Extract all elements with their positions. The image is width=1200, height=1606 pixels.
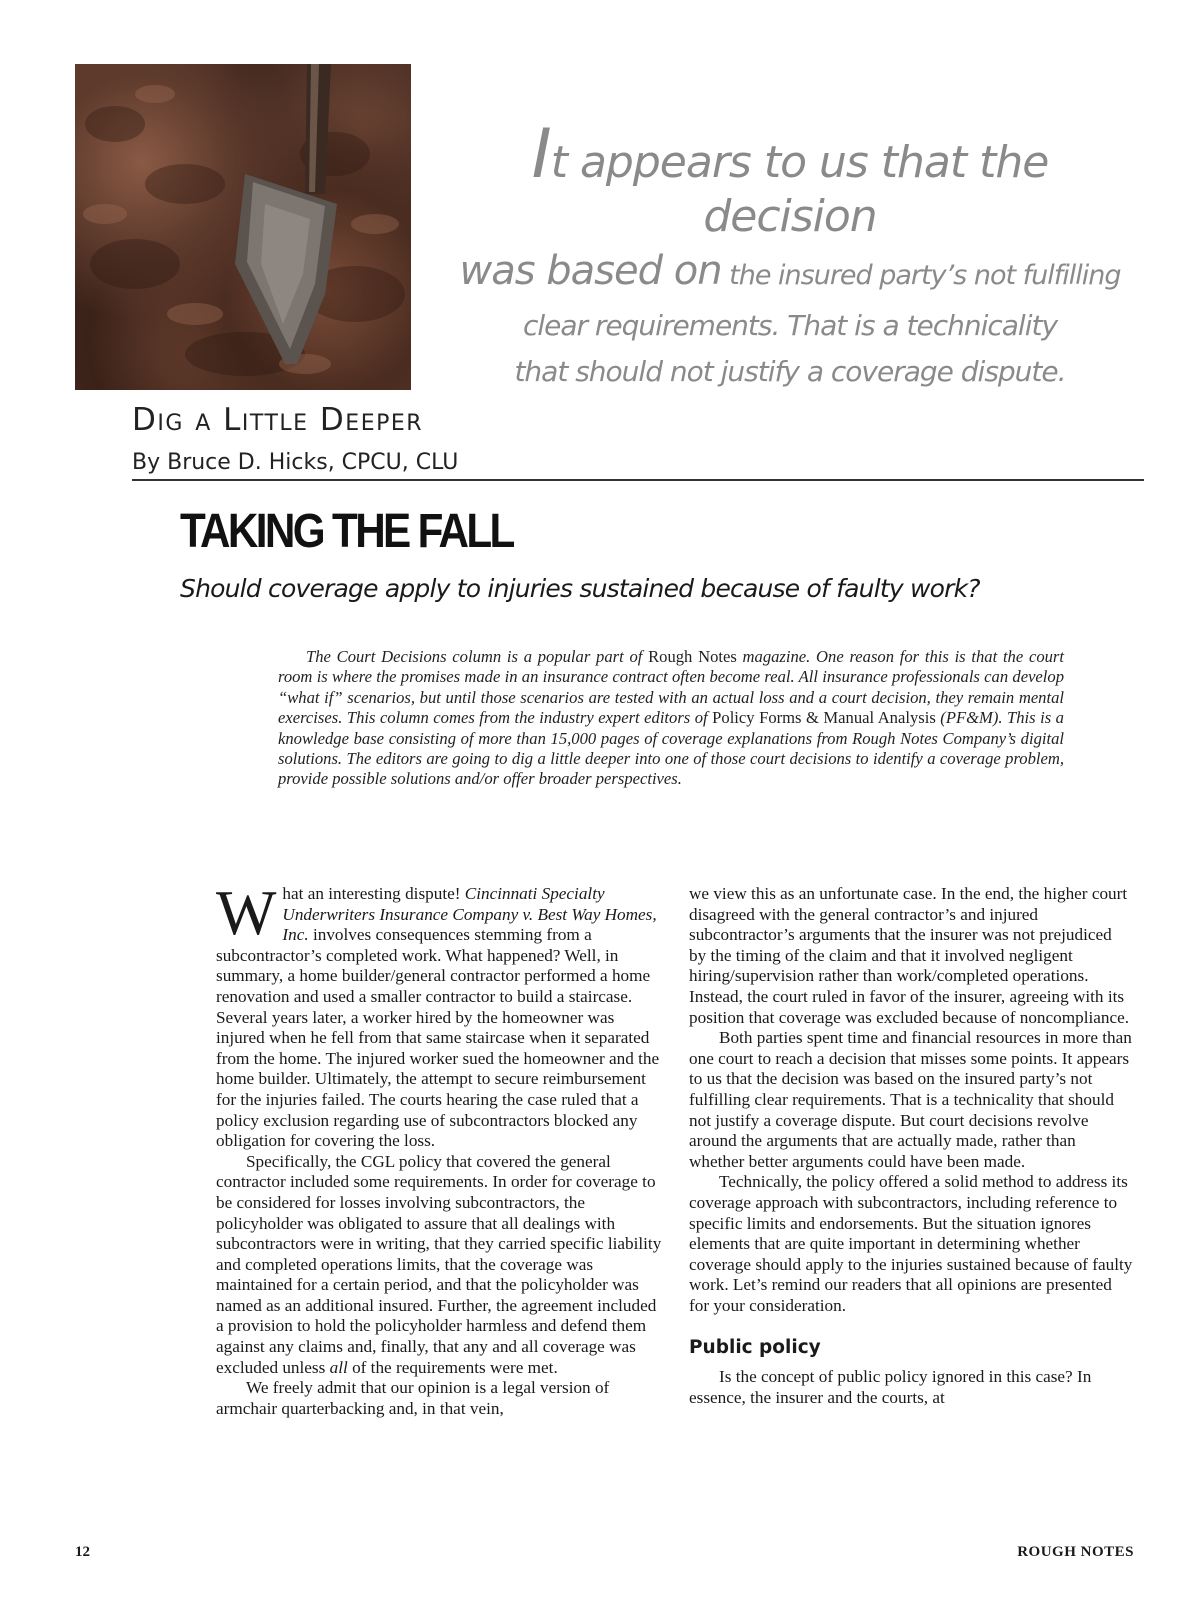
intro-paragraph <box>278 647 1064 790</box>
pull-quote-line-4: that should not justify a coverage dispute. <box>514 355 1066 388</box>
body-paragraph <box>216 1152 666 1379</box>
pull-quote <box>440 115 1140 395</box>
case-name: Cincinnati Specialty Underwriters Insurance Company v. Best Way Homes, Inc. <box>282 884 657 945</box>
body-text: of the requirements were met. <box>347 1357 558 1377</box>
pull-quote-line-1-text: t appears to us that the decision <box>550 137 1049 242</box>
body-text: hat an interesting dispute! <box>282 884 465 903</box>
column-title: Dig a Little Deeper <box>132 402 424 438</box>
intro-text-2: magazine. One reason for this is that the court room is where the promises made in an insurance contract often become real. All insurance professionals can develop “what if” scenarios, but until those scenarios are tested with an actual loss and a court decision, they remain mental exercises. This column comes from the industry expert editors of <box>278 647 1064 728</box>
intro-text-1: The Court Decisions column is a popular part of <box>306 647 649 666</box>
subhead: Should coverage apply to injuries sustained because of faulty work? <box>180 574 980 603</box>
body-text: involves consequences stemming from a subcontractor’s completed work. What happened? Well, in summary, a home builder/general contractor performed a home renovation and used a smaller contractor to build a staircase. Several years later, a worker hired by the homeowner was injured when he fell from that same staircase when it separated from the home. The injured worker sued the homeowner and the home builder. Ultimately, the attempt to secure reimbursement for the injuries failed. The courts hearing the case ruled that a policy exclusion regarding use of subcontractors blocked any obligation for covering the loss. <box>216 925 660 1151</box>
body-paragraph: Both parties spent time and financial resources in more than one court to reach a decision that misses some points. It appears to us that the decision was based on the insured party’s not fulfilling clear requirements. That is a technicality that should not justify a coverage dispute. But court decisions revolve around the arguments that are actually made, rather than whether better arguments could have been made. <box>689 1028 1132 1171</box>
intro-pfm-name: Policy Forms & Manual Analysis <box>712 708 936 728</box>
pull-quote-initial: I <box>531 115 551 194</box>
pull-quote-line-2-small: the insured party’s not fulfilling <box>721 260 1121 291</box>
shovel-in-soil-photo <box>75 64 411 390</box>
divider-rule <box>132 479 1144 481</box>
body-column-left <box>216 877 666 1419</box>
section-heading: Public policy <box>689 1337 821 1359</box>
body-emphasis: all <box>329 1357 348 1377</box>
shovel-icon <box>75 64 411 390</box>
intro-magazine-name: Rough Notes <box>648 647 737 666</box>
body-text: Specifically, the CGL policy that covered the general contractor included some requirements. In order for coverage to be considered for losses involving subcontractors, the policyholder was obligated to assure that all dealings with subcontractors were in writing, that they carried specific liability and completed operations limits, that the coverage was maintained for a certain period, and that the policyholder was named as an additional insured. Further, the agreement included a provision to hold the policyholder harmless and defend them against any claims and, finally, that any and all coverage was excluded unless <box>216 1151 662 1377</box>
byline: By Bruce D. Hicks, CPCU, CLU <box>132 450 459 475</box>
pull-quote-line-2-large: was based on <box>459 248 722 294</box>
intro-text-3: (PF&M). This is a knowledge base consisting of more than 15,000 pages of coverage explanations from Rough Notes Company’s digital solutions. The editors are going to dig a little deeper into one of those court decisions to identify a coverage problem, provide possible solutions and/or offer broader perspectives. <box>278 708 1064 789</box>
pull-quote-line-3: clear requirements. That is a technicality <box>522 309 1058 342</box>
headline: TAKING THE FALL <box>180 505 513 558</box>
body-paragraph: Is the concept of public policy ignored in this case? In essence, the insurer and the courts, at <box>689 1367 1092 1407</box>
body-column-right <box>689 884 1133 1408</box>
body-paragraph <box>216 877 666 1152</box>
body-paragraph: we view this as an unfortunate case. In the end, the higher court disagreed with the general contractor’s and injured subcontractor’s arguments that the insurer was not prejudiced by the timing of the claim and that it involved negligent hiring/supervision rather than work/completed operations. Instead, the court ruled in favor of the insurer, agreeing with its position that coverage was excluded because of noncompliance. <box>689 884 1130 1027</box>
pull-quote-line-1 <box>440 115 1140 244</box>
page-number: 12 <box>75 1544 90 1560</box>
body-paragraph: Technically, the policy offered a solid method to address its coverage approach with subcontractors, including reference to specific limits and endorsements. But the situation ignores elements that are quite important in determining whether coverage should apply to the injuries sustained because of faulty work. Let’s remind our readers that all opinions are presented for your consideration. <box>689 1172 1133 1315</box>
body-paragraph: We freely admit that our opinion is a legal version of armchair quarterbacking and, in that vein, <box>216 1378 610 1418</box>
pull-quote-line-2 <box>440 244 1140 303</box>
publication-name: ROUGH NOTES <box>1017 1544 1134 1560</box>
drop-cap: W <box>216 877 277 948</box>
